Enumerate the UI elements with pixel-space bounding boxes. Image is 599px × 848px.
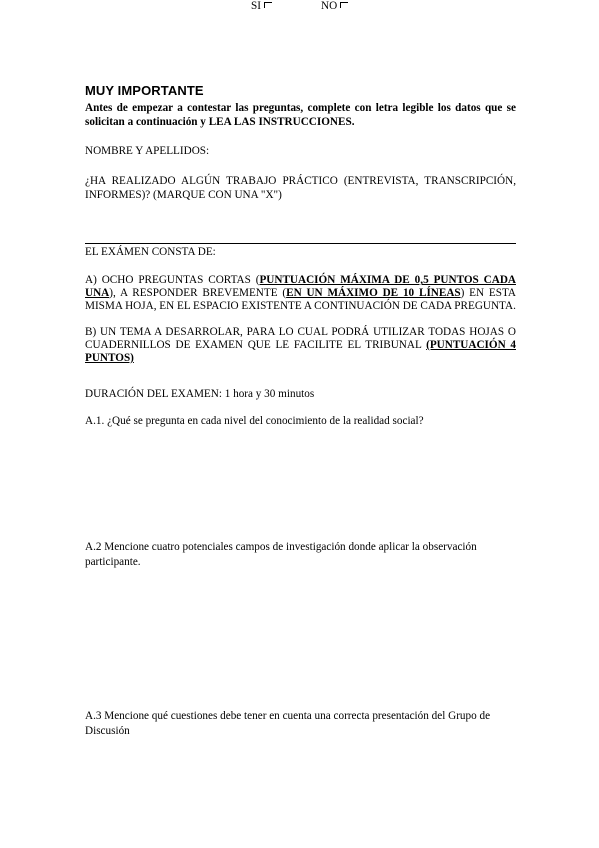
question-a2: A.2 Mencione cuatro potenciales campos de investigación donde aplicar la observación participante. — [85, 541, 477, 568]
part-a-middle: ), A RESPONDER BREVEMENTE ( — [109, 287, 287, 299]
part-b-points: (PUNTUACIÓN 4 PUNTOS) — [85, 339, 516, 364]
si-checkbox[interactable] — [264, 2, 272, 8]
exam-duration: DURACIÓN DEL EXAMEN: 1 hora y 30 minutos — [85, 388, 315, 400]
trabajo-question: ¿HA REALIZADO ALGÚN TRABAJO PRÁCTICO (ENTREVISTA, TRANSCRIPCIÓN, INFORMES)? (MARQUE CON UNA "X") — [85, 175, 516, 201]
option-no[interactable] — [321, 0, 348, 12]
option-no-label: NO — [321, 0, 338, 12]
part-a-max-points: PUNTUACIÓN MÁXIMA DE 0,5 PUNTOS CADA UNA — [85, 274, 516, 299]
no-checkbox[interactable] — [340, 2, 348, 8]
name-field-label: NOMBRE Y APELLIDOS: — [85, 145, 210, 157]
trabajo-choices — [0, 0, 431, 16]
part-a-max-lines: EN UN MÁXIMO DE 10 LÍNEAS — [286, 287, 461, 299]
page-title: MUY IMPORTANTE — [85, 83, 204, 98]
option-si-label: SI — [251, 0, 261, 12]
part-a-instructions — [85, 274, 516, 313]
section-divider — [85, 243, 516, 244]
question-a1: A.1. ¿Qué se pregunta en cada nivel del conocimiento de la realidad social? — [85, 415, 424, 427]
part-b-instructions — [85, 326, 516, 365]
exam-structure-heading: EL EXÁMEN CONSTA DE: — [85, 246, 216, 258]
part-b-prefix: B) UN TEMA A DESARROLAR, PARA LO CUAL PODRÁ UTILIZAR TODAS HOJAS O CUADERNILLOS DE EXAMEN QUE LE FACILITE EL TRIBUNAL — [85, 326, 516, 351]
option-si[interactable] — [251, 0, 272, 12]
part-a-suffix: ) EN ESTA MISMA HOJA, EN EL ESPACIO EXISTENTE A CONTINUACIÓN DE CADA PREGUNTA. — [85, 287, 516, 312]
part-a-prefix: A) OCHO PREGUNTAS CORTAS ( — [85, 274, 260, 286]
question-a3: A.3 Mencione qué cuestiones debe tener en cuenta una correcta presentación del Grupo de Discusión — [85, 710, 491, 737]
intro-instructions: Antes de empezar a contestar las preguntas, complete con letra legible los datos que se solicitan a continuación y LEA LAS INSTRUCCIONES. — [85, 102, 516, 128]
